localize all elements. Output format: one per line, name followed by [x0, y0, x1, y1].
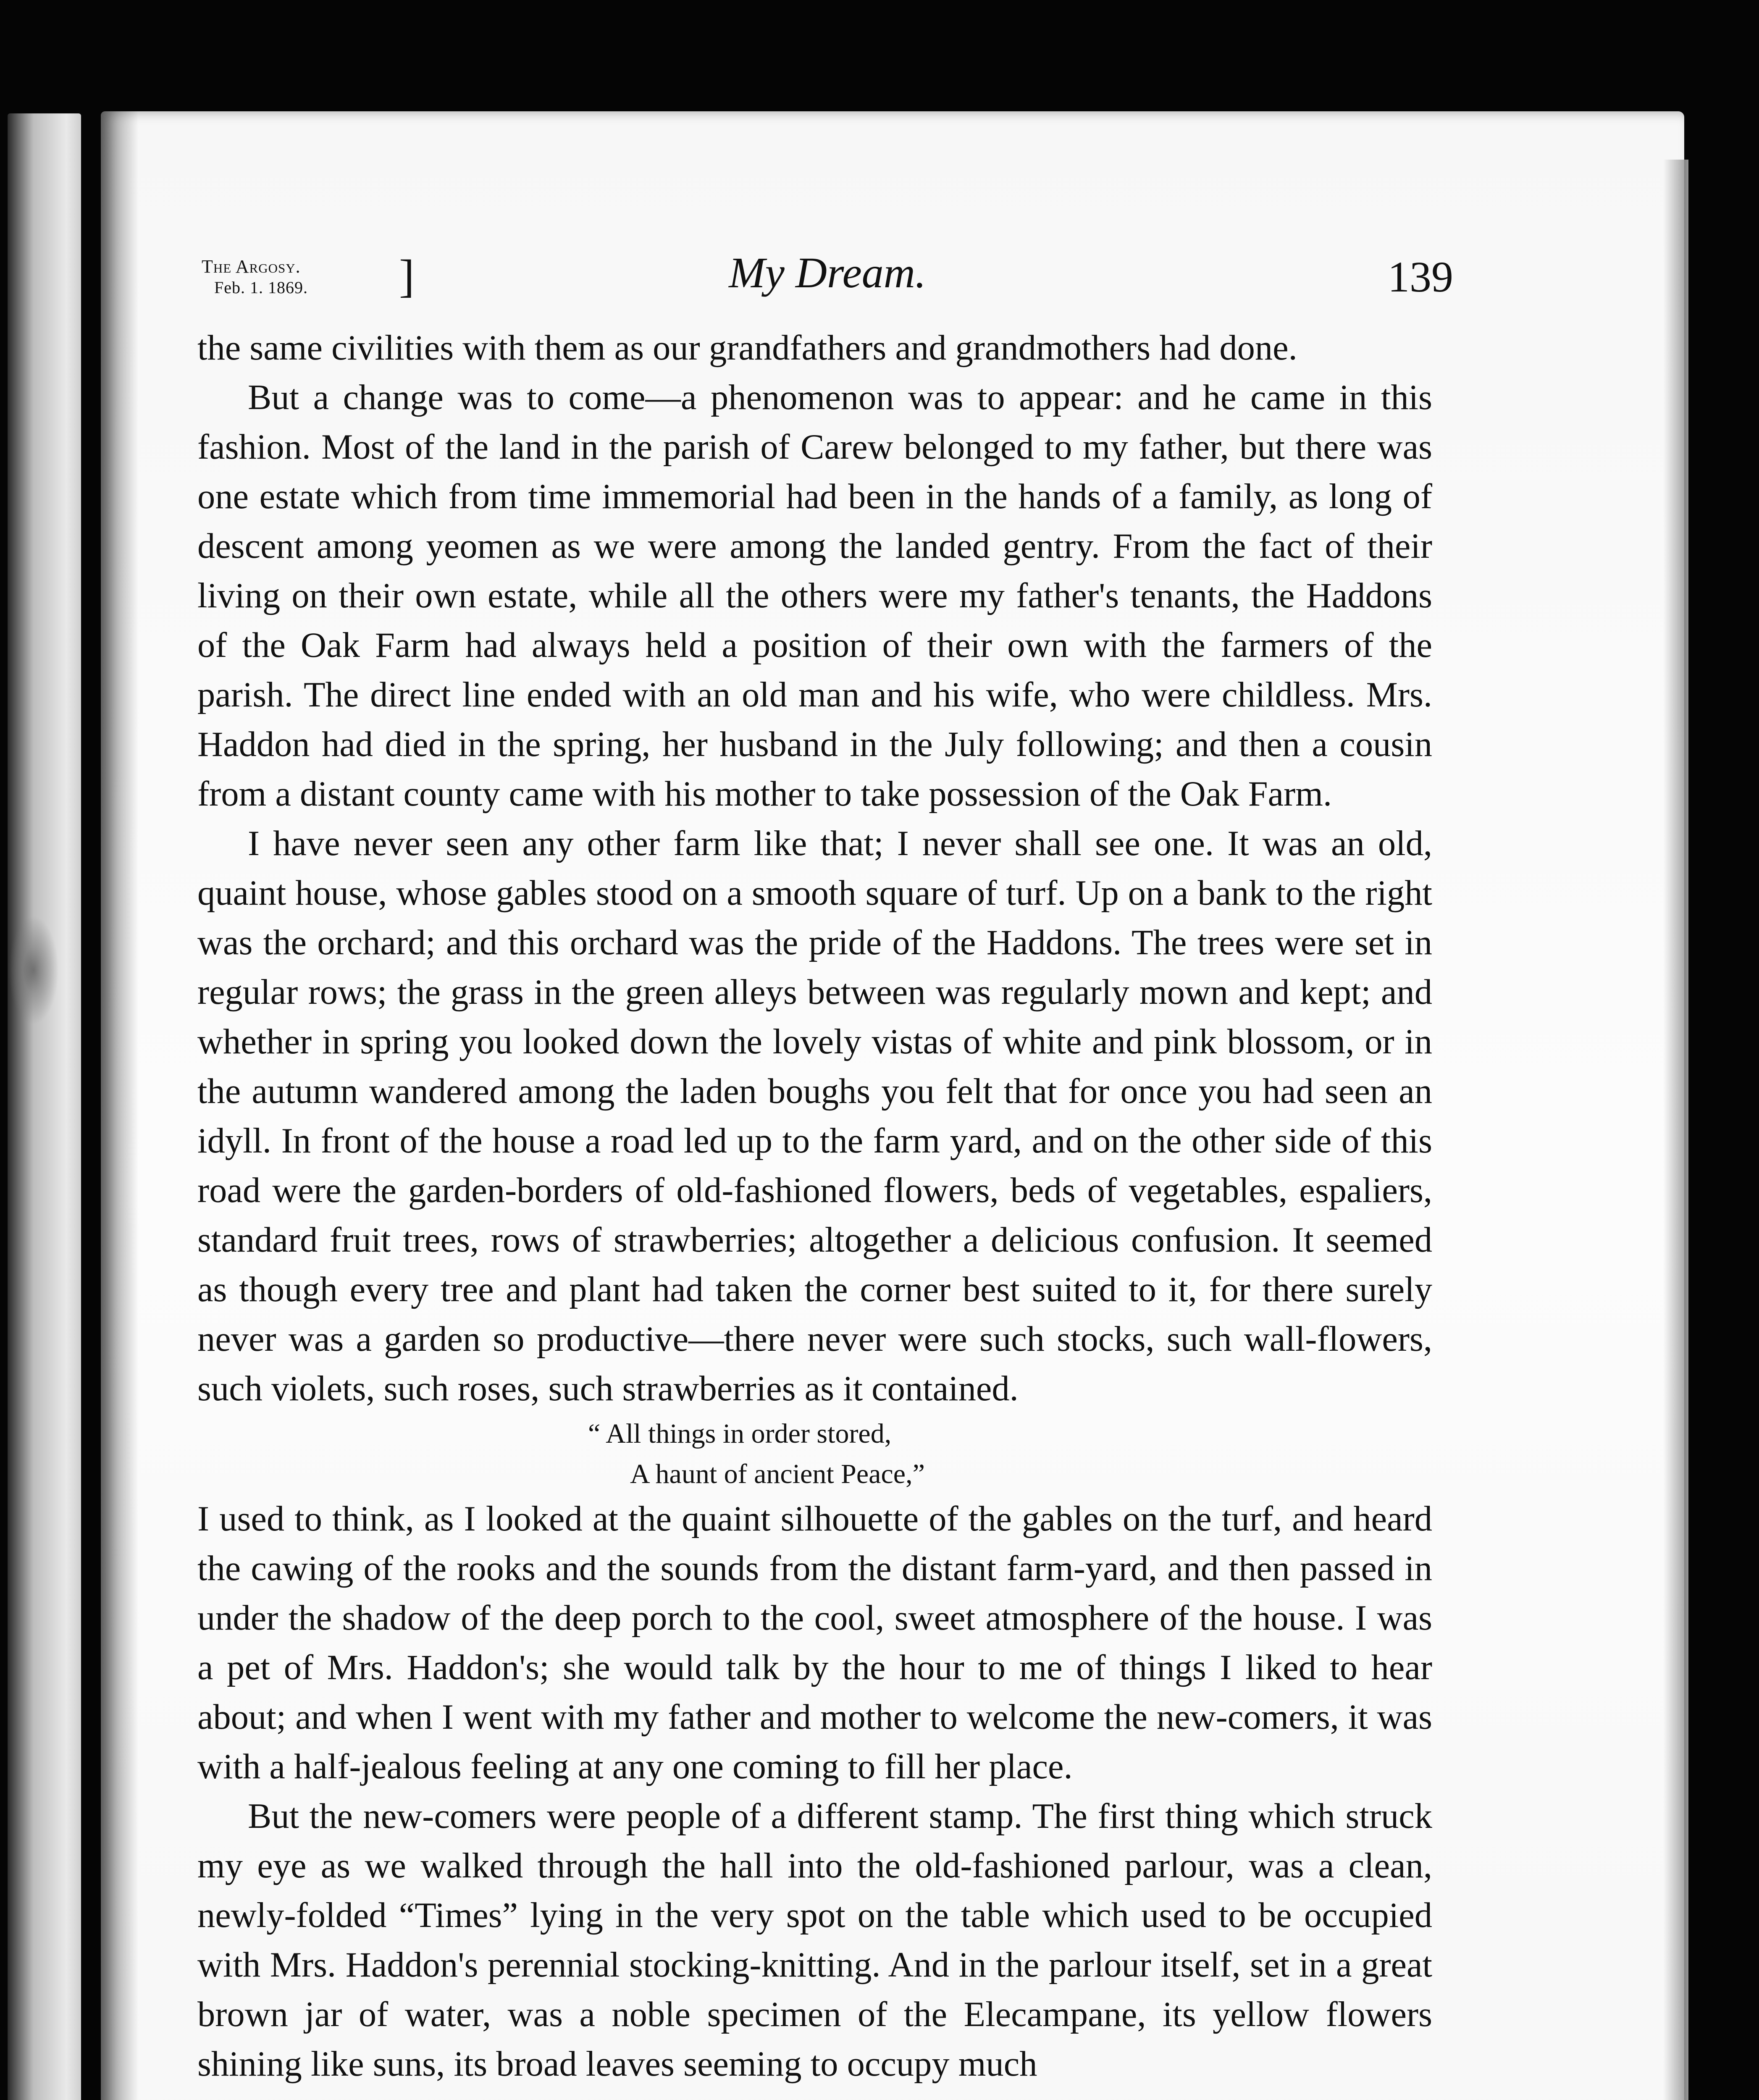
journal-name: The Argosy.	[202, 256, 301, 277]
paragraph: But the new-comers were people of a different stamp. The first thing which struck my eye as we walked through the hall into the old-fashioned parlour, was a clean, newly-folded “Times” lying in the very spot on the table which used to be occupied with Mrs. Haddon's perennial stocking-knitting. And in the parlour itself, set in a great brown jar of water, was a noble specimen of the Elecampane, its yellow flowers shining like suns, its broad leaves seeming to occupy much	[197, 1797, 1432, 2084]
facing-page-edge	[8, 113, 81, 2100]
paragraph: the same civilities with them as our grandfathers and grandmothers had done.	[197, 328, 1297, 368]
journal-date: Feb. 1. 1869.	[214, 278, 308, 297]
facing-page-smudge	[8, 916, 59, 1025]
paragraph: I used to think, as I looked at the quaint silhouette of the gables on the turf, and heard the cawing of the rooks and the sounds from the distant farm-yard, and then passed in under the shadow of the deep porch to the cool, sweet atmosphere of the house. I was a pet of Mrs. Haddon's; she would talk by the hour to me of things I liked to hear about; and when I went with my father and mother to welcome the new-comers, it was with a half-jealous feeling at any one coming to fill her place.	[197, 1499, 1432, 1786]
page-number: 139	[1388, 253, 1453, 301]
block-quote	[197, 1414, 1432, 1494]
paragraph: But a change was to come—a phenomenon was to appear: and he came in this fashion. Most of the land in the parish of Carew belonged to my father, but there was one estate which from time immemorial had been in the hands of a family, as long of descent among yeomen as we were among the landed gentry. From the fact of their living on their own estate, while all the others were my father's tenants, the Haddons of the Oak Farm had always held a position of their own with the farmers of the parish. The direct line ended with an old man and his wife, who were childless. Mrs. Haddon had died in the spring, her husband in the July following; and then a cousin from a distant county came with his mother to take possession of the Oak Farm.	[197, 378, 1432, 814]
running-title: My Dream.	[729, 249, 926, 297]
body-text	[197, 323, 1432, 2089]
paragraph: I have never seen any other farm like that; I never shall see one. It was an old, quaint house, whose gables stood on a smooth square of turf. Up on a bank to the right was the orchard; and this orchard was the pride of the Haddons. The trees were set in regular rows; the grass in the green alleys between was regularly mown and kept; and whether in spring you looked down the lovely vistas of white and pink blossom, or in the autumn wandered among the laden boughs you felt that for once you had seen an idyll. In front of the house a road led up to the farm yard, and on the other side of this road were the garden-borders of old-fashioned flowers, beds of vegetables, espaliers, standard fruit trees, rows of strawberries; altogether a delicious confusion. It seemed as though every tree and plant had taken the corner best suited to it, for there surely never was a garden so productive—there never were such stocks, such wall-flowers, such violets, such roses, such strawberries as it contained.	[197, 824, 1432, 1408]
running-head	[202, 248, 1453, 315]
citation-bracket: ]	[399, 250, 415, 302]
quote-line: “ All things in order stored,	[588, 1418, 892, 1449]
page-right-edge	[1663, 160, 1688, 2100]
gutter-shadow	[101, 111, 139, 2100]
quote-line: A haunt of ancient Peace,”	[630, 1459, 925, 1489]
